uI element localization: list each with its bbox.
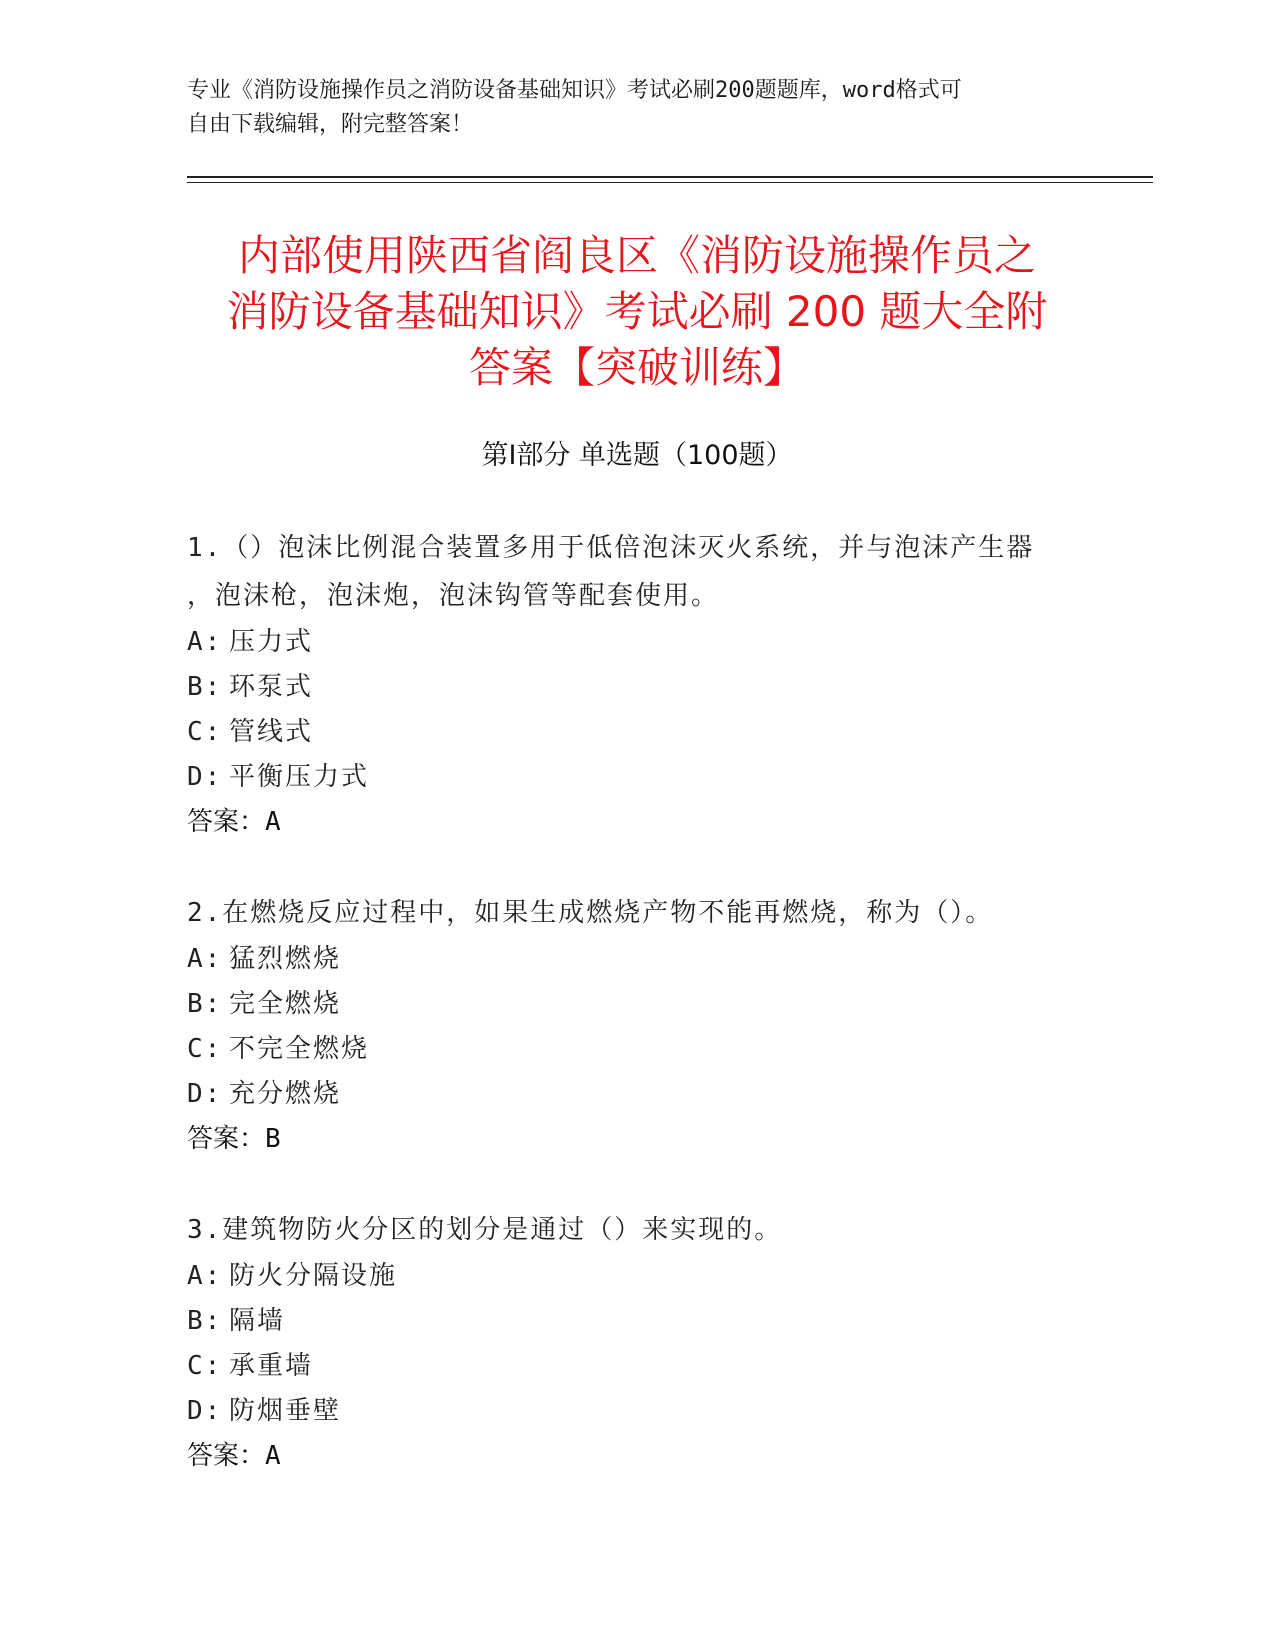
question-2 <box>187 889 1087 1162</box>
document-title <box>187 228 1087 396</box>
header-line: 自由下载编辑，附完整答案！ <box>187 112 474 137</box>
option-text: 压力式 <box>229 627 314 657</box>
section-heading: 第Ⅰ部分 单选题（100题） <box>481 440 793 471</box>
option-letter: A: <box>187 1261 223 1291</box>
question-3 <box>187 1206 1087 1479</box>
option-text: 不完全燃烧 <box>229 1034 370 1064</box>
option-letter: A: <box>187 627 223 657</box>
question-stem-line: 3.建筑物防火分区的划分是通过（）来实现的。 <box>187 1215 783 1245</box>
option-text: 防烟垂壁 <box>229 1396 342 1426</box>
question-stem-line: ，泡沫枪，泡沫炮，泡沫钩管等配套使用。 <box>187 581 720 611</box>
option-letter: B: <box>187 989 223 1019</box>
option-c <box>187 1344 1087 1389</box>
answer-value: B <box>265 1124 281 1154</box>
option-text: 隔墙 <box>229 1306 286 1336</box>
option-text: 管线式 <box>229 717 314 747</box>
option-c <box>187 1027 1087 1072</box>
answer-line <box>187 1117 1087 1162</box>
title-line: 答案【突破训练】 <box>468 343 805 392</box>
question-stem <box>187 889 1087 937</box>
option-d <box>187 1389 1087 1434</box>
option-a <box>187 1254 1087 1299</box>
answer-line <box>187 800 1087 845</box>
option-a <box>187 937 1087 982</box>
option-text: 环泵式 <box>229 672 314 702</box>
question-stem <box>187 524 1087 620</box>
option-letter: C: <box>187 1351 223 1381</box>
header-line: 专业《消防设施操作员之消防设备基础知识》考试必刷200题题库，word格式可 <box>187 78 962 103</box>
option-d <box>187 1072 1087 1117</box>
header-divider <box>187 176 1153 178</box>
option-letter: B: <box>187 672 223 702</box>
option-letter: D: <box>187 1079 223 1109</box>
option-letter: A: <box>187 944 223 974</box>
answer-line <box>187 1434 1087 1479</box>
option-letter: C: <box>187 717 223 747</box>
option-text: 防火分隔设施 <box>229 1261 398 1291</box>
option-a <box>187 620 1087 665</box>
answer-label: 答案： <box>187 807 266 837</box>
option-letter: C: <box>187 1034 223 1064</box>
option-text: 充分燃烧 <box>229 1079 342 1109</box>
option-b <box>187 1299 1087 1344</box>
answer-value: A <box>265 807 281 837</box>
option-b <box>187 665 1087 710</box>
option-text: 承重墙 <box>229 1351 314 1381</box>
option-b <box>187 982 1087 1027</box>
option-text: 猛烈燃烧 <box>229 944 342 974</box>
question-stem-line: 2.在燃烧反应过程中，如果生成燃烧产物不能再燃烧，称为（）。 <box>187 898 994 928</box>
page-header <box>187 74 1087 142</box>
question-1 <box>187 524 1087 845</box>
option-d <box>187 755 1087 800</box>
header-divider-thin <box>187 182 1153 183</box>
question-stem <box>187 1206 1087 1254</box>
option-letter: D: <box>187 1396 223 1426</box>
answer-label: 答案： <box>187 1441 266 1471</box>
option-letter: D: <box>187 762 223 792</box>
answer-value: A <box>265 1441 281 1471</box>
option-letter: B: <box>187 1306 223 1336</box>
question-stem-line: 1.（）泡沫比例混合装置多用于低倍泡沫灭火系统，并与泡沫产生器 <box>187 533 1035 563</box>
title-line: 消防设备基础知识》考试必刷 200 题大全附 <box>226 287 1048 336</box>
option-c <box>187 710 1087 755</box>
title-line: 内部使用陕西省阎良区《消防设施操作员之 <box>237 231 1036 280</box>
answer-label: 答案： <box>187 1124 266 1154</box>
option-text: 完全燃烧 <box>229 989 342 1019</box>
option-text: 平衡压力式 <box>229 762 370 792</box>
